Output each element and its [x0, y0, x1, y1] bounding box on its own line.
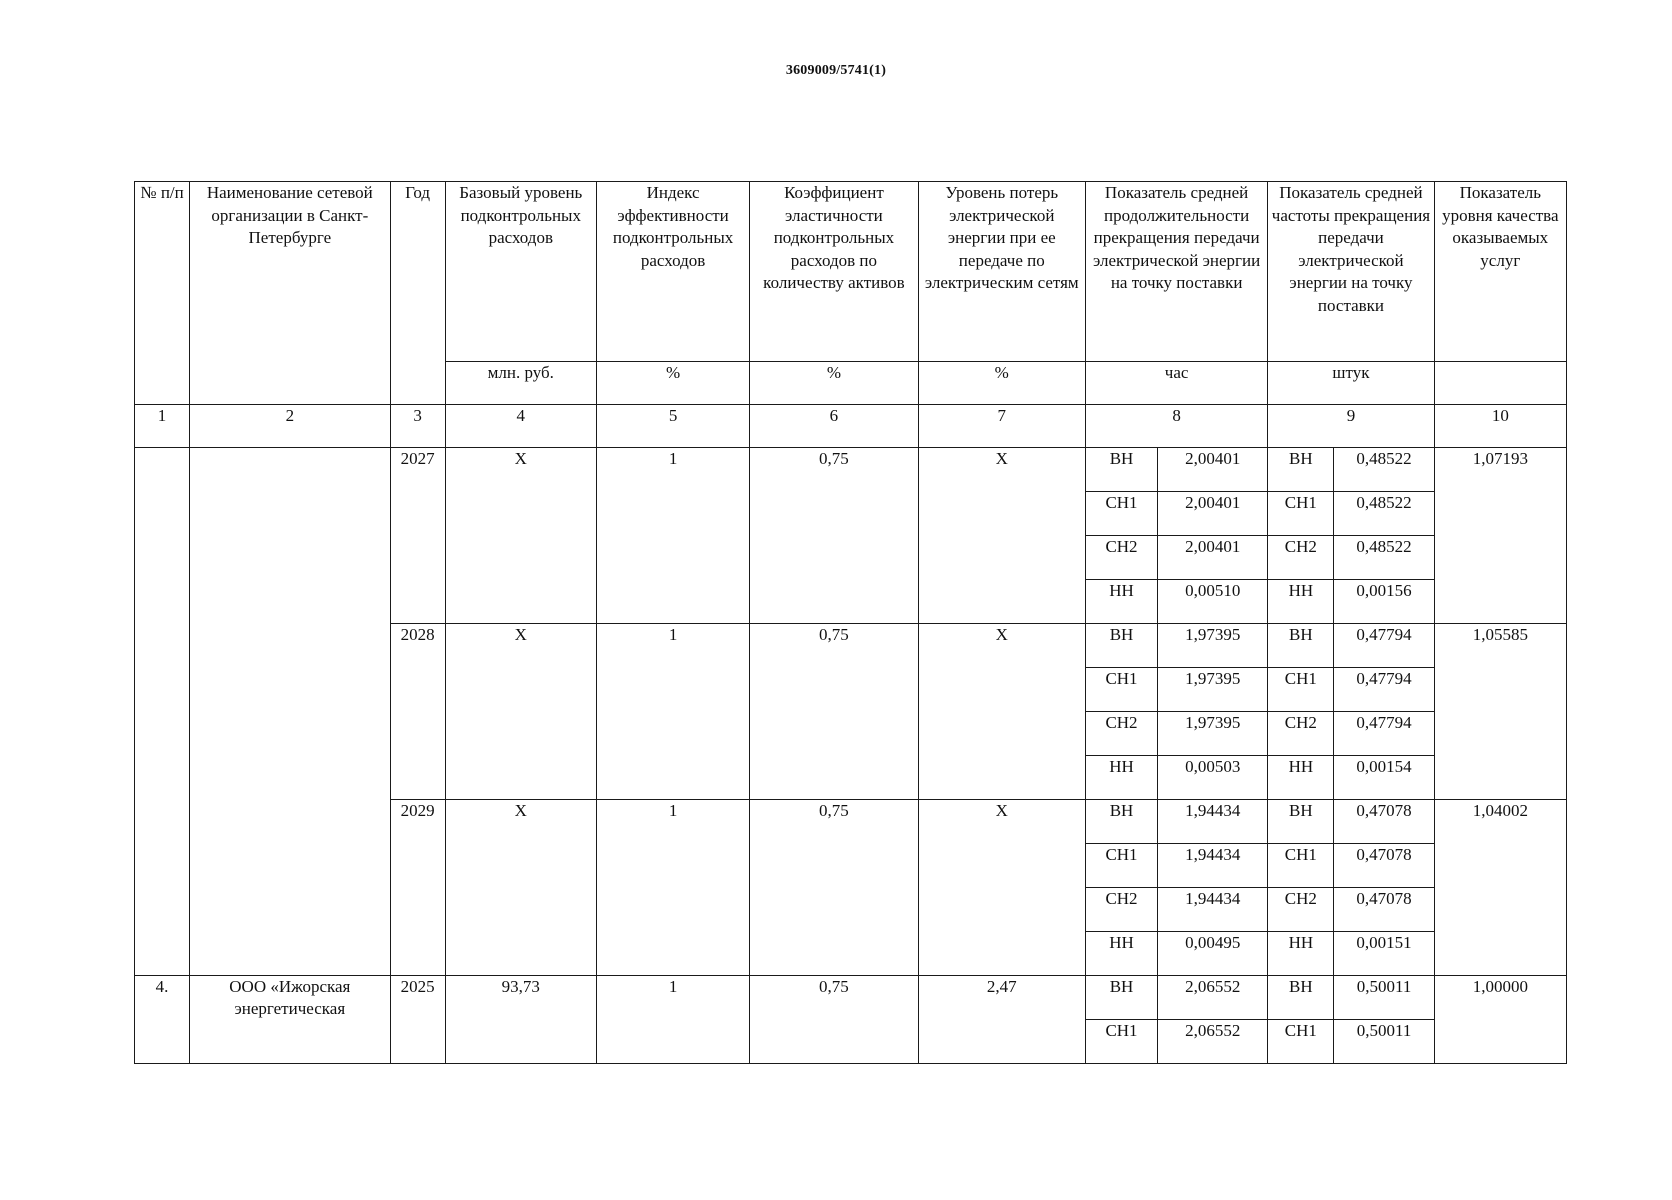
header-coef: Коэффициент эластичности подконтрольных расходов по количеству активов	[750, 182, 918, 362]
index-cell: 1	[596, 976, 749, 1064]
col-number: 4	[445, 405, 596, 448]
duration-value: 1,97395	[1158, 668, 1268, 712]
unit-frequency: штук	[1268, 362, 1434, 405]
level-label: ВН	[1268, 624, 1334, 668]
level-label: СН1	[1085, 492, 1157, 536]
duration-value: 2,06552	[1158, 1020, 1268, 1064]
level-label: ВН	[1085, 976, 1157, 1020]
header-index: Индекс эффективности подконтрольных расходов	[596, 182, 749, 362]
col-number: 6	[750, 405, 918, 448]
year-cell: 2025	[390, 976, 445, 1064]
duration-value: 1,97395	[1158, 712, 1268, 756]
loss-cell: X	[918, 624, 1085, 800]
column-numbers-row	[135, 405, 1567, 448]
level-label: НН	[1268, 932, 1334, 976]
header-duration: Показатель средней продолжительности прекращения передачи электрической энергии на точку поставки	[1085, 182, 1267, 362]
quality-cell: 1,05585	[1434, 624, 1566, 800]
level-label: ВН	[1085, 624, 1157, 668]
header-base: Базовый уровень подконтрольных расходов	[445, 182, 596, 362]
frequency-value: 0,00151	[1334, 932, 1434, 976]
col-number: 10	[1434, 405, 1566, 448]
level-label: СН2	[1268, 536, 1334, 580]
level-label: ВН	[1268, 448, 1334, 492]
header-loss: Уровень потерь электрической энергии при ее передаче по электрическим сетям	[918, 182, 1085, 362]
unit-base: млн. руб.	[445, 362, 596, 405]
frequency-value: 0,48522	[1334, 448, 1434, 492]
frequency-value: 0,47078	[1334, 800, 1434, 844]
frequency-value: 0,00156	[1334, 580, 1434, 624]
org-name-cell	[190, 448, 390, 976]
coef-cell: 0,75	[750, 448, 918, 624]
duration-value: 2,00401	[1158, 492, 1268, 536]
level-label: СН2	[1085, 712, 1157, 756]
duration-value: 2,06552	[1158, 976, 1268, 1020]
table-row	[135, 448, 1567, 492]
year-cell: 2029	[390, 800, 445, 976]
quality-cell: 1,07193	[1434, 448, 1566, 624]
frequency-value: 0,50011	[1334, 1020, 1434, 1064]
frequency-value: 0,47794	[1334, 712, 1434, 756]
level-label: НН	[1268, 580, 1334, 624]
index-cell: 1	[596, 624, 749, 800]
level-label: НН	[1268, 756, 1334, 800]
base-cell: X	[445, 624, 596, 800]
loss-cell: X	[918, 448, 1085, 624]
coef-cell: 0,75	[750, 800, 918, 976]
level-label: СН1	[1085, 668, 1157, 712]
unit-loss: %	[918, 362, 1085, 405]
level-label: СН1	[1268, 668, 1334, 712]
level-label: СН2	[1268, 888, 1334, 932]
frequency-value: 0,00154	[1334, 756, 1434, 800]
duration-value: 1,94434	[1158, 800, 1268, 844]
duration-value: 1,97395	[1158, 624, 1268, 668]
col-number: 2	[190, 405, 390, 448]
col-number: 7	[918, 405, 1085, 448]
frequency-value: 0,47794	[1334, 624, 1434, 668]
level-label: СН1	[1268, 492, 1334, 536]
base-cell: 93,73	[445, 976, 596, 1064]
duration-value: 0,00495	[1158, 932, 1268, 976]
level-label: ВН	[1085, 448, 1157, 492]
level-label: СН1	[1085, 844, 1157, 888]
duration-value: 0,00503	[1158, 756, 1268, 800]
header-num: № п/п	[135, 182, 190, 405]
frequency-value: 0,48522	[1334, 492, 1434, 536]
coef-cell: 0,75	[750, 976, 918, 1064]
coef-cell: 0,75	[750, 624, 918, 800]
duration-value: 0,00510	[1158, 580, 1268, 624]
table-row	[135, 976, 1567, 1020]
frequency-value: 0,50011	[1334, 976, 1434, 1020]
index-cell: 1	[596, 448, 749, 624]
row-num-cell	[135, 448, 190, 976]
level-label: НН	[1085, 932, 1157, 976]
year-cell: 2027	[390, 448, 445, 624]
header-year: Год	[390, 182, 445, 405]
level-label: СН2	[1085, 888, 1157, 932]
level-label: ВН	[1085, 800, 1157, 844]
header-org: Наименование сетевой организации в Санкт-Петербурге	[190, 182, 390, 405]
col-number: 5	[596, 405, 749, 448]
frequency-value: 0,47078	[1334, 888, 1434, 932]
level-label: СН1	[1268, 844, 1334, 888]
col-number: 3	[390, 405, 445, 448]
loss-cell: 2,47	[918, 976, 1085, 1064]
level-label: СН1	[1085, 1020, 1157, 1064]
header-row	[135, 182, 1567, 362]
level-label: ВН	[1268, 976, 1334, 1020]
quality-cell: 1,00000	[1434, 976, 1566, 1064]
level-label: СН1	[1268, 1020, 1334, 1064]
duration-value: 2,00401	[1158, 448, 1268, 492]
frequency-value: 0,47794	[1334, 668, 1434, 712]
indicators-table	[134, 181, 1567, 1064]
header-quality: Показатель уровня качества оказываемых услуг	[1434, 182, 1566, 362]
year-cell: 2028	[390, 624, 445, 800]
level-label: НН	[1085, 756, 1157, 800]
duration-value: 1,94434	[1158, 888, 1268, 932]
col-number: 9	[1268, 405, 1434, 448]
org-name-cell: ООО «Ижорская энергетическая	[190, 976, 390, 1064]
level-label: СН2	[1268, 712, 1334, 756]
col-number: 1	[135, 405, 190, 448]
document-number: 3609009/5741(1)	[785, 63, 887, 78]
level-label: СН2	[1085, 536, 1157, 580]
level-label: НН	[1085, 580, 1157, 624]
header-frequency: Показатель средней частоты прекращения передачи электрической энергии на точку поставки	[1268, 182, 1434, 362]
row-num-cell: 4.	[135, 976, 190, 1064]
frequency-value: 0,48522	[1334, 536, 1434, 580]
quality-cell: 1,04002	[1434, 800, 1566, 976]
loss-cell: X	[918, 800, 1085, 976]
frequency-value: 0,47078	[1334, 844, 1434, 888]
base-cell: X	[445, 800, 596, 976]
duration-value: 2,00401	[1158, 536, 1268, 580]
unit-coef: %	[750, 362, 918, 405]
index-cell: 1	[596, 800, 749, 976]
unit-index: %	[596, 362, 749, 405]
unit-quality	[1434, 362, 1566, 405]
duration-value: 1,94434	[1158, 844, 1268, 888]
unit-duration: час	[1085, 362, 1267, 405]
col-number: 8	[1085, 405, 1267, 448]
base-cell: X	[445, 448, 596, 624]
level-label: ВН	[1268, 800, 1334, 844]
